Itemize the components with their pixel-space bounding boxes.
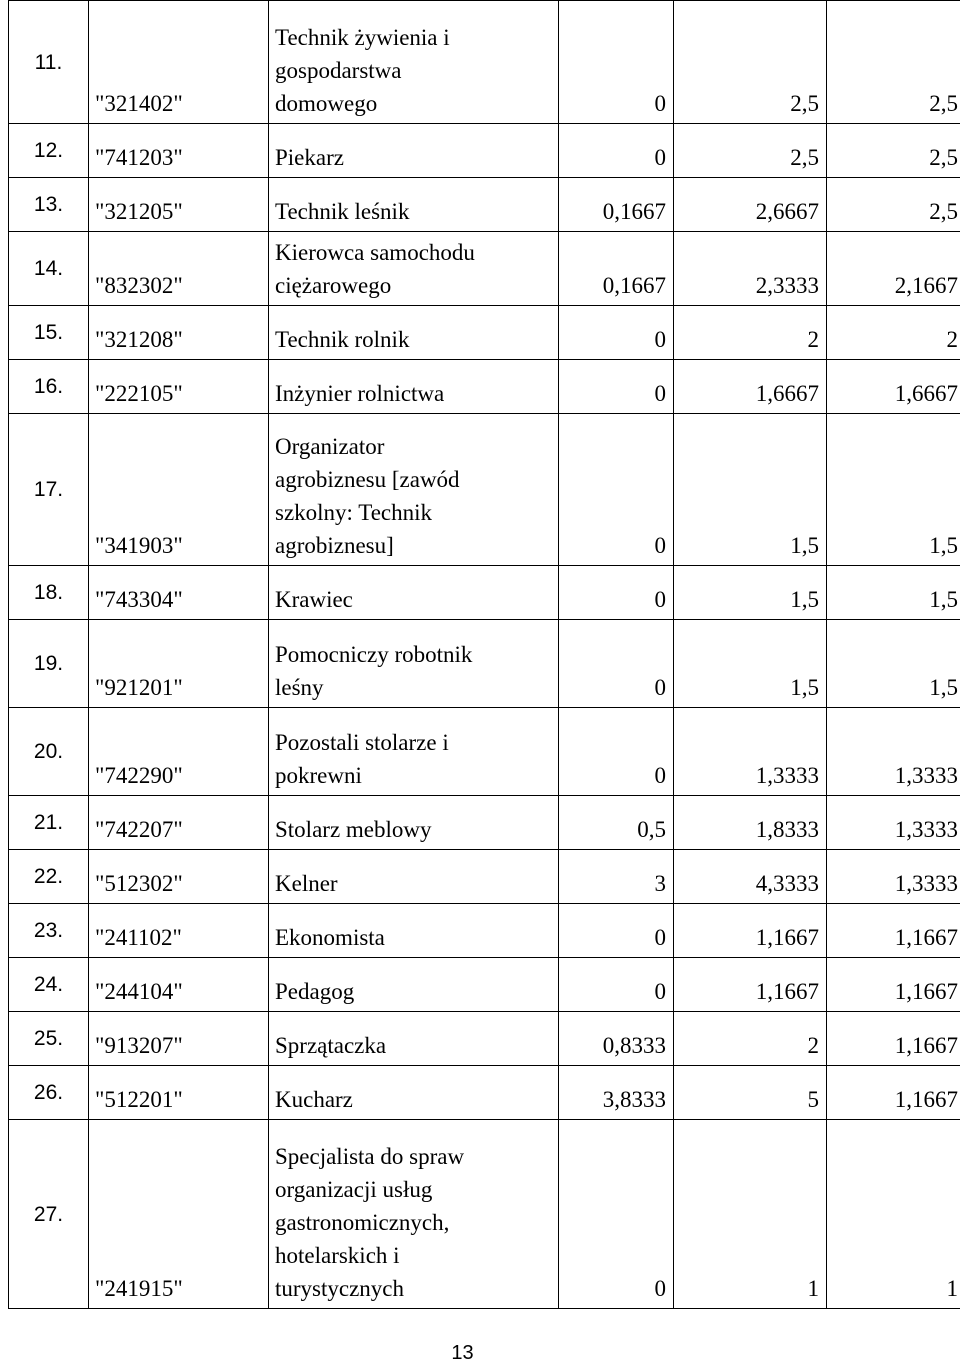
table-row (9, 1012, 960, 1066)
occupation-name-line: Kierowca samochodu (275, 240, 475, 265)
value-2: 1,1667 (674, 904, 827, 958)
occupation-code: "244104" (89, 958, 269, 1012)
value-1: 3,8333 (559, 1066, 674, 1120)
occupation-name-line: agrobiznesu [zawód (275, 467, 460, 492)
occupation-name-line: Specjalista do spraw (275, 1144, 465, 1169)
occupation-name-line: leśny (275, 675, 324, 700)
occupation-name-line: Kucharz (275, 1087, 353, 1112)
occupation-name (269, 796, 559, 850)
value-2: 2,6667 (674, 178, 827, 232)
value-3: 2,1667 (827, 232, 960, 306)
table-row (9, 850, 960, 904)
value-1: 0 (559, 958, 674, 1012)
value-2: 2 (674, 306, 827, 360)
value-3: 2 (827, 306, 960, 360)
table-row (9, 124, 960, 178)
occupation-name-line: Pozostali stolarze i (275, 730, 449, 755)
occupation-code: "913207" (89, 1012, 269, 1066)
occupation-name-line: Piekarz (275, 145, 344, 170)
value-2: 4,3333 (674, 850, 827, 904)
value-3: 1,6667 (827, 360, 960, 414)
value-3: 1,3333 (827, 796, 960, 850)
value-1: 0 (559, 124, 674, 178)
value-1: 0 (559, 620, 674, 708)
value-2: 1,1667 (674, 958, 827, 1012)
value-2: 1 (674, 1120, 827, 1309)
value-2: 2 (674, 1012, 827, 1066)
occupation-name (269, 178, 559, 232)
occupation-name-line: Krawiec (275, 587, 353, 612)
occupation-name-line: Technik leśnik (275, 199, 410, 224)
value-3: 1,3333 (827, 850, 960, 904)
value-3: 1,1667 (827, 1066, 960, 1120)
occupation-name-line: Technik żywienia i (275, 25, 450, 50)
occupation-name-line: agrobiznesu] (275, 533, 394, 558)
row-number: 12. (9, 124, 89, 178)
value-1: 3 (559, 850, 674, 904)
occupation-name-line: Pomocniczy robotnik (275, 642, 473, 667)
occupation-code: "832302" (89, 232, 269, 306)
value-2: 1,5 (674, 566, 827, 620)
value-1: 0,8333 (559, 1012, 674, 1066)
value-2: 1,8333 (674, 796, 827, 850)
occupation-name-line: Pedagog (275, 979, 355, 1004)
value-1: 0 (559, 1120, 674, 1309)
value-1: 0 (559, 414, 674, 566)
occupation-name (269, 124, 559, 178)
occupation-name (269, 306, 559, 360)
row-number: 14. (9, 232, 89, 306)
occupation-code: "742290" (89, 708, 269, 796)
occupation-code: "921201" (89, 620, 269, 708)
table-row (9, 1, 960, 124)
table-row (9, 1120, 960, 1309)
value-3: 1,5 (827, 566, 960, 620)
value-1: 0 (559, 306, 674, 360)
table-row (9, 566, 960, 620)
occupation-code: "742207" (89, 796, 269, 850)
occupation-name (269, 904, 559, 958)
row-number: 18. (9, 566, 89, 620)
table-row (9, 958, 960, 1012)
occupation-name (269, 850, 559, 904)
row-number: 15. (9, 306, 89, 360)
table-row (9, 178, 960, 232)
occupation-code: "241915" (89, 1120, 269, 1309)
value-1: 0 (559, 904, 674, 958)
row-number: 25. (9, 1012, 89, 1066)
table-row (9, 232, 960, 306)
occupation-name (269, 708, 559, 796)
value-2: 2,5 (674, 124, 827, 178)
occupation-name-line: Ekonomista (275, 925, 385, 950)
value-1: 0,1667 (559, 232, 674, 306)
value-3: 1,1667 (827, 1012, 960, 1066)
occupation-name-line: Inżynier rolnictwa (275, 381, 445, 406)
row-number: 27. (9, 1120, 89, 1309)
value-3: 2,5 (827, 178, 960, 232)
value-2: 2,3333 (674, 232, 827, 306)
occupation-name (269, 1120, 559, 1309)
value-2: 2,5 (674, 1, 827, 124)
occupation-name (269, 232, 559, 306)
occupation-name-line: Organizator (275, 434, 385, 459)
occupation-name-line: turystycznych (275, 1276, 405, 1301)
table-row (9, 796, 960, 850)
value-1: 0,5 (559, 796, 674, 850)
table-row (9, 360, 960, 414)
occupation-code: "222105" (89, 360, 269, 414)
row-number: 13. (9, 178, 89, 232)
occupation-code: "512302" (89, 850, 269, 904)
occupation-name-line: Kelner (275, 871, 338, 896)
row-number: 24. (9, 958, 89, 1012)
value-2: 1,6667 (674, 360, 827, 414)
value-2: 1,5 (674, 620, 827, 708)
table-row (9, 904, 960, 958)
value-3: 2,5 (827, 1, 960, 124)
occupation-name-line: szkolny: Technik (275, 500, 433, 525)
occupation-name (269, 1, 559, 124)
occupation-code: "321208" (89, 306, 269, 360)
row-number: 22. (9, 850, 89, 904)
occupation-name-line: Technik rolnik (275, 327, 410, 352)
row-number: 26. (9, 1066, 89, 1120)
value-1: 0,1667 (559, 178, 674, 232)
table-row (9, 306, 960, 360)
value-3: 1,3333 (827, 708, 960, 796)
row-number: 16. (9, 360, 89, 414)
value-2: 1,5 (674, 414, 827, 566)
occupation-name (269, 958, 559, 1012)
table-body (9, 1, 960, 1309)
occupations-table (8, 0, 960, 1309)
value-3: 1,1667 (827, 958, 960, 1012)
row-number: 17. (9, 414, 89, 566)
row-number: 20. (9, 708, 89, 796)
value-1: 0 (559, 708, 674, 796)
table-row (9, 708, 960, 796)
occupation-code: "241102" (89, 904, 269, 958)
value-3: 1,5 (827, 620, 960, 708)
occupation-code: "512201" (89, 1066, 269, 1120)
occupation-name (269, 360, 559, 414)
value-1: 0 (559, 360, 674, 414)
value-1: 0 (559, 566, 674, 620)
table-row (9, 1066, 960, 1120)
row-number: 21. (9, 796, 89, 850)
occupation-name-line: Sprzątaczka (275, 1033, 387, 1058)
table-row (9, 414, 960, 566)
value-1: 0 (559, 1, 674, 124)
occupation-name-line: gastronomicznych, (275, 1210, 450, 1235)
occupation-code: "321402" (89, 1, 269, 124)
occupation-name-line: gospodarstwa (275, 58, 402, 83)
table-row (9, 620, 960, 708)
occupation-name-line: hotelarskich i (275, 1243, 400, 1268)
occupation-name-line: Stolarz meblowy (275, 817, 432, 842)
occupation-name-line: pokrewni (275, 763, 362, 788)
value-2: 1,3333 (674, 708, 827, 796)
value-2: 5 (674, 1066, 827, 1120)
value-3: 1 (827, 1120, 960, 1309)
occupation-code: "321205" (89, 178, 269, 232)
occupation-code: "741203" (89, 124, 269, 178)
row-number: 11. (9, 1, 89, 124)
occupation-name-line: organizacji usług (275, 1177, 433, 1202)
row-number: 19. (9, 620, 89, 708)
occupation-code: "743304" (89, 566, 269, 620)
occupation-name (269, 1066, 559, 1120)
value-3: 2,5 (827, 124, 960, 178)
value-3: 1,1667 (827, 904, 960, 958)
occupation-name (269, 414, 559, 566)
occupation-name-line: domowego (275, 91, 378, 116)
occupation-name (269, 620, 559, 708)
page-number: 13 (451, 1342, 474, 1364)
occupation-name (269, 1012, 559, 1066)
occupation-name-line: ciężarowego (275, 273, 392, 298)
occupation-code: "341903" (89, 414, 269, 566)
occupation-name (269, 566, 559, 620)
value-3: 1,5 (827, 414, 960, 566)
row-number: 23. (9, 904, 89, 958)
